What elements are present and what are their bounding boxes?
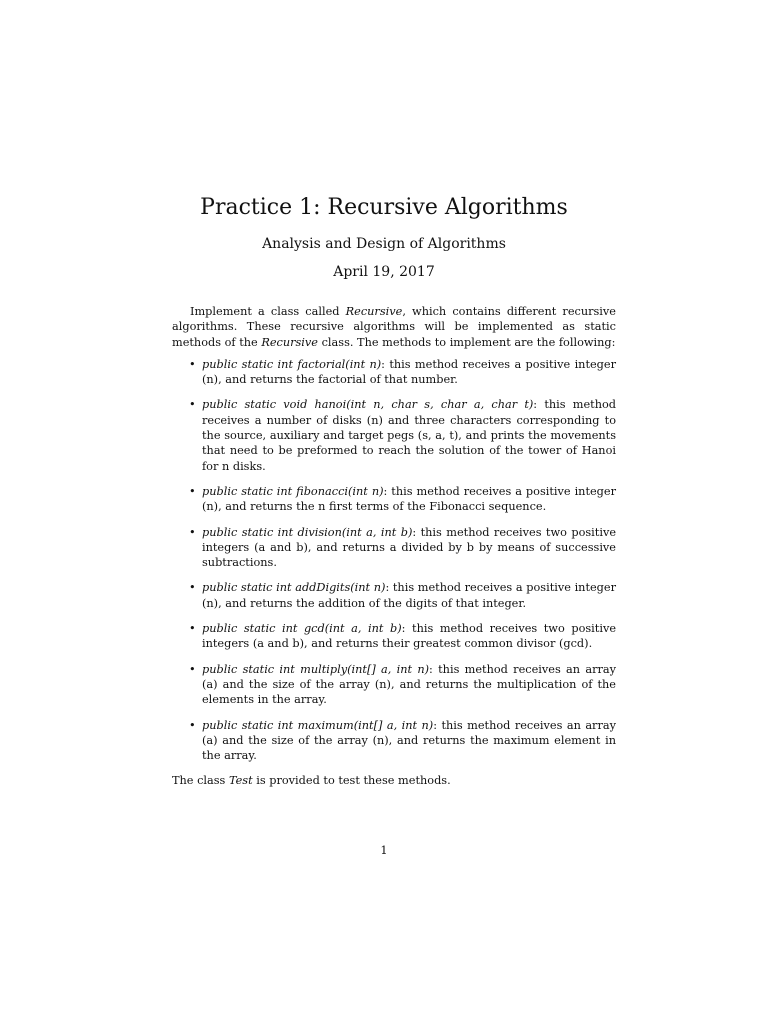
outro-text-2: is provided to test these methods. bbox=[252, 774, 451, 788]
method-item-add-digits bbox=[172, 580, 616, 611]
method-description: : this method receives a positive integer (n), and returns the factorial of that number. bbox=[202, 357, 616, 387]
method-item-factorial bbox=[172, 357, 616, 388]
method-signature: public static int division(int a, int b) bbox=[202, 525, 413, 539]
method-signature: public static int addDigits(int n) bbox=[202, 581, 386, 595]
method-list bbox=[172, 357, 616, 764]
method-description: : this method receives a positive integer (n), and returns the addition of the digits of that integer. bbox=[202, 581, 616, 610]
method-signature: public static int maximum(int[] a, int n) bbox=[202, 718, 434, 732]
outro-class-name: Test bbox=[228, 774, 253, 788]
intro-text-1: Implement a class called bbox=[190, 305, 346, 318]
method-description: : this method receives a positive integer (n), and returns the n first terms of the Fibonacci sequence. bbox=[202, 484, 616, 514]
method-signature: public static int multiply(int[] a, int n) bbox=[202, 662, 430, 676]
method-signature: public static void hanoi(int n, char s, char a, char t) bbox=[202, 398, 534, 412]
method-item-division bbox=[172, 525, 616, 571]
intro-class-name-2: Recursive bbox=[261, 335, 318, 349]
bullet-icon: • bbox=[189, 581, 196, 595]
method-signature: public static int fibonacci(int n) bbox=[202, 484, 384, 498]
bullet-icon: • bbox=[189, 622, 196, 636]
bullet-icon: • bbox=[189, 718, 196, 732]
document-body bbox=[172, 304, 616, 789]
method-description: : this method receives two positive integers (a and b), and returns a divided by b by means of successive subtractions. bbox=[202, 525, 617, 570]
intro-text-3: class. The methods to implement are the following: bbox=[318, 335, 616, 349]
bullet-icon: • bbox=[189, 484, 196, 498]
method-item-multiply bbox=[172, 662, 616, 708]
method-item-gcd bbox=[172, 621, 616, 652]
method-signature: public static int gcd(int a, int b) bbox=[202, 622, 402, 636]
page-number: 1 bbox=[380, 844, 388, 857]
bullet-icon: • bbox=[189, 525, 196, 539]
method-description: : this method receives an array (a) and the size of the array (n), and returns the maximum element in the array. bbox=[202, 718, 616, 763]
method-description: : this method receives two positive integers (a and b), and returns their greatest common divisor (gcd). bbox=[202, 622, 617, 651]
outro-text-1: The class bbox=[172, 774, 229, 788]
method-description: : this method receives an array (a) and the size of the array (n), and returns the multiplication of the elements in the array. bbox=[202, 662, 616, 707]
method-item-fibonacci bbox=[172, 484, 616, 515]
document-subtitle: Analysis and Design of Algorithms bbox=[262, 236, 506, 252]
method-item-maximum bbox=[172, 718, 616, 764]
intro-class-name: Recursive bbox=[345, 305, 403, 318]
method-signature: public static int factorial(int n) bbox=[202, 357, 382, 371]
intro-paragraph bbox=[172, 304, 616, 350]
bullet-icon: • bbox=[189, 662, 196, 676]
document-title: Practice 1: Recursive Algorithms bbox=[200, 195, 568, 220]
method-description: : this method receives a number of disks (n) and three characters corresponding to the source, auxiliary and target pegs (s, a, t), and prints the movements that need to be preformed to reach the solution of the tower of Hanoi for n disks. bbox=[202, 398, 617, 473]
intro-text-2: , which contains different recursive algorithms. These recursive algorithms will be implemented as static methods of the bbox=[172, 305, 616, 349]
document-date: April 19, 2017 bbox=[333, 264, 435, 280]
method-item-hanoi bbox=[172, 397, 616, 473]
bullet-icon: • bbox=[189, 398, 196, 412]
bullet-icon: • bbox=[189, 357, 196, 371]
outro-paragraph bbox=[172, 773, 616, 788]
